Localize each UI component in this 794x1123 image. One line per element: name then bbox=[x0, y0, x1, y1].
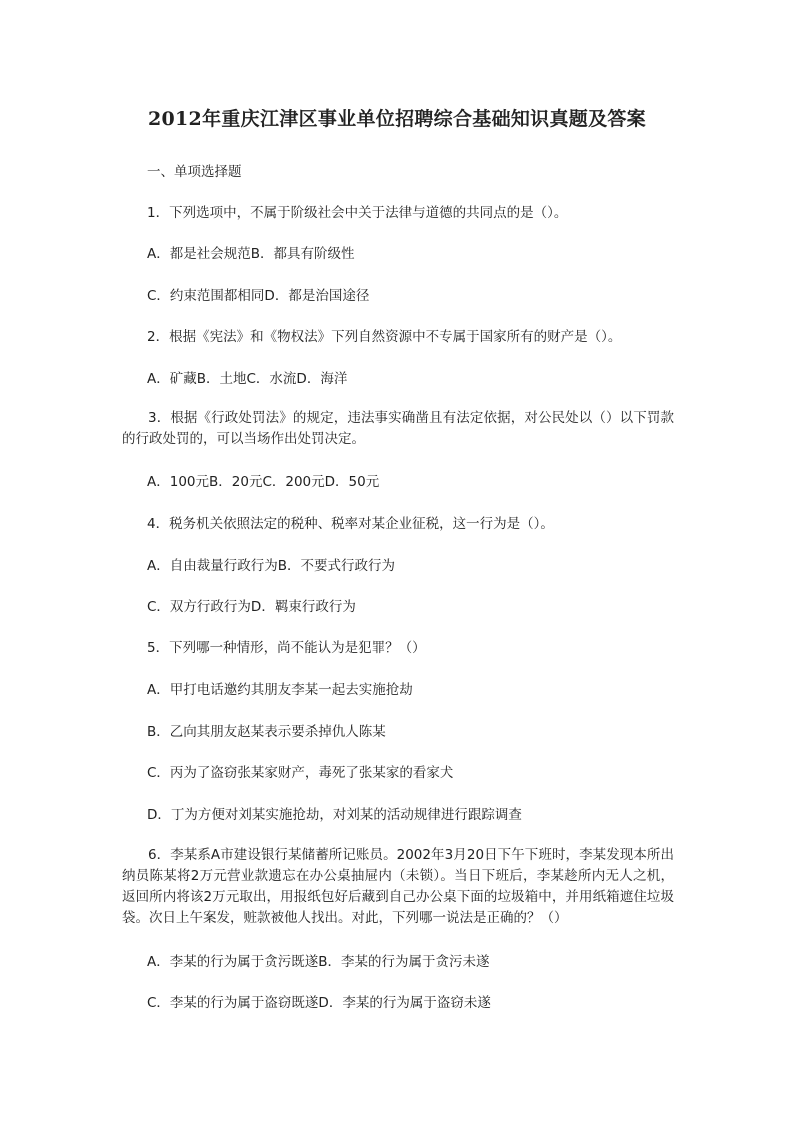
question-4-option-line: A．自由裁量行政行为B．不要式行政行为 bbox=[147, 558, 395, 574]
question-6-option-line: A．李某的行为属于贪污既遂B．李某的行为属于贪污未遂 bbox=[147, 954, 490, 970]
section-heading: 一、单项选择题 bbox=[147, 164, 242, 180]
question-3-stem: 3．根据《行政处罚法》的规定，违法事实确凿且有法定依据，对公民处以（）以下罚款的行政处罚的，可以当场作出处罚决定。 bbox=[122, 410, 674, 447]
question-5-option-line: D．丁为方便对刘某实施抢劫，对刘某的活动规律进行跟踪调查 bbox=[147, 807, 522, 823]
question-5-option-line: B．乙向其朋友赵某表示要杀掉仇人陈某 bbox=[147, 724, 386, 740]
question-2-option-line: A．矿藏B．土地C．水流D．海洋 bbox=[147, 371, 348, 387]
question-3-option-line: A．100元B．20元C．200元D．50元 bbox=[147, 474, 380, 490]
question-4-option-line: C．双方行政行为D．羁束行政行为 bbox=[147, 599, 356, 615]
document-title: 2012年重庆江津区事业单位招聘综合基础知识真题及答案 bbox=[148, 108, 646, 130]
question-6-option-line: C．李某的行为属于盗窃既遂D．李某的行为属于盗窃未遂 bbox=[147, 995, 491, 1011]
question-6-stem: 6．李某系A市建设银行某储蓄所记账员。2002年3月20日下午下班时，李某发现本所出纳员陈某将2万元营业款遗忘在办公桌抽屉内（未锁）。当日下班后，李某趁所内无人之机，返回所内将该2万元取出，用报纸包好后藏到自己办公桌下面的垃圾箱中，并用纸箱遮住垃圾袋。次日上午案发，赃款被他人找出。对此，下列哪一说法是正确的？（） bbox=[122, 847, 674, 926]
question-5-stem: 5．下列哪一种情形，尚不能认为是犯罪？（） bbox=[147, 640, 426, 656]
question-1-stem: 1．下列选项中，不属于阶级社会中关于法律与道德的共同点的是（）。 bbox=[147, 205, 568, 221]
question-1-option-line: A．都是社会规范B．都具有阶级性 bbox=[147, 246, 355, 262]
question-5-option-line: A．甲打电话邀约其朋友李某一起去实施抢劫 bbox=[147, 682, 413, 698]
question-4-stem: 4．税务机关依照法定的税种、税率对某企业征税，这一行为是（）。 bbox=[147, 516, 554, 532]
question-1-option-line: C．约束范围都相同D．都是治国途径 bbox=[147, 288, 370, 304]
question-2-stem: 2．根据《宪法》和《物权法》下列自然资源中不专属于国家所有的财产是（）。 bbox=[147, 329, 622, 345]
question-5-option-line: C．丙为了盗窃张某家财产，毒死了张某家的看家犬 bbox=[147, 765, 454, 781]
